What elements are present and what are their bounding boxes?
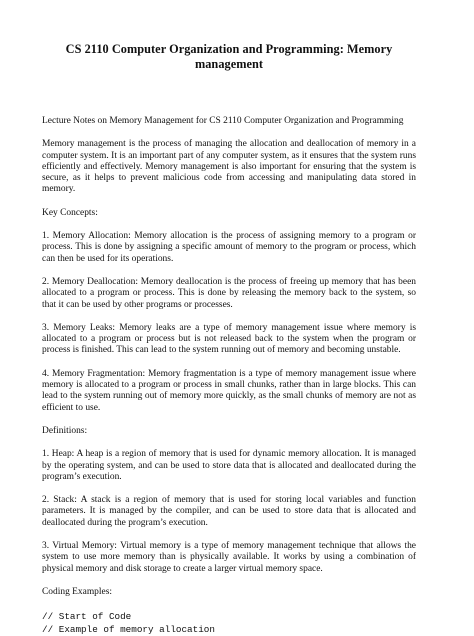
key-concept-item: 4. Memory Fragmentation: Memory fragmentation is a type of memory management issue where memory is allocated to a program or process in small chunks, rather than in large blocks. This can lead to the system running out of memory more quickly, as the small chunks of memory are not as efficient to use.	[42, 368, 416, 413]
intro-line: Lecture Notes on Memory Management for CS 2110 Computer Organization and Programming	[42, 116, 404, 126]
code-line: // Example of memory allocation	[42, 624, 215, 636]
coding-examples-heading: Coding Examples:	[42, 586, 112, 597]
overview-paragraph: Memory management is the process of managing the allocation and deallocation of memory in a computer system. It is an important part of any computer system, as it ensures that the system runs efficiently and effectively. Memory management is also important for ensuring that the system is secure, as it helps to prevent malicious code from accessing and manipulating data stored in memory.	[42, 139, 416, 195]
definitions-heading: Definitions:	[42, 425, 88, 436]
definition-item: 2. Stack: A stack is a region of memory that is used for storing local variables and function parameters. It is managed by the compiler, and can be used to store data that is allocated and deallocated during the program’s execution.	[42, 495, 416, 528]
key-concept-item: 3. Memory Leaks: Memory leaks are a type of memory management issue where memory is allocated to a program or process but is not released back to the system when the program or process is finished. This can lead to the system running out of memory and becoming unstable.	[42, 322, 416, 356]
document-body	[42, 116, 416, 598]
key-concepts-heading: Key Concepts:	[42, 207, 98, 218]
definition-item: 1. Heap: A heap is a region of memory that is used for dynamic memory allocation. It is managed by the operating system, and can be used to store data that is allocated and deallocated during the program’s execution.	[42, 449, 416, 482]
code-line: // Start of Code	[42, 611, 132, 623]
document-title: CS 2110 Computer Organization and Programming: Memory management	[65, 42, 393, 71]
key-concept-item: 2. Memory Deallocation: Memory deallocation is the process of freeing up memory that has been allocated to a program or process. This is done by releasing the memory back to the system, so that it can be used by other programs or processes.	[42, 276, 416, 310]
key-concept-item: 1. Memory Allocation: Memory allocation is the process of assigning memory to a program or process. This is done by assigning a specific amount of memory to the program or process, which can then be used for its operations.	[42, 231, 416, 264]
definition-item: 3. Virtual Memory: Virtual memory is a type of memory management technique that allows the system to use more memory than is physically available. It works by using a combination of physical memory and disk storage to create a larger virtual memory space.	[42, 541, 416, 574]
